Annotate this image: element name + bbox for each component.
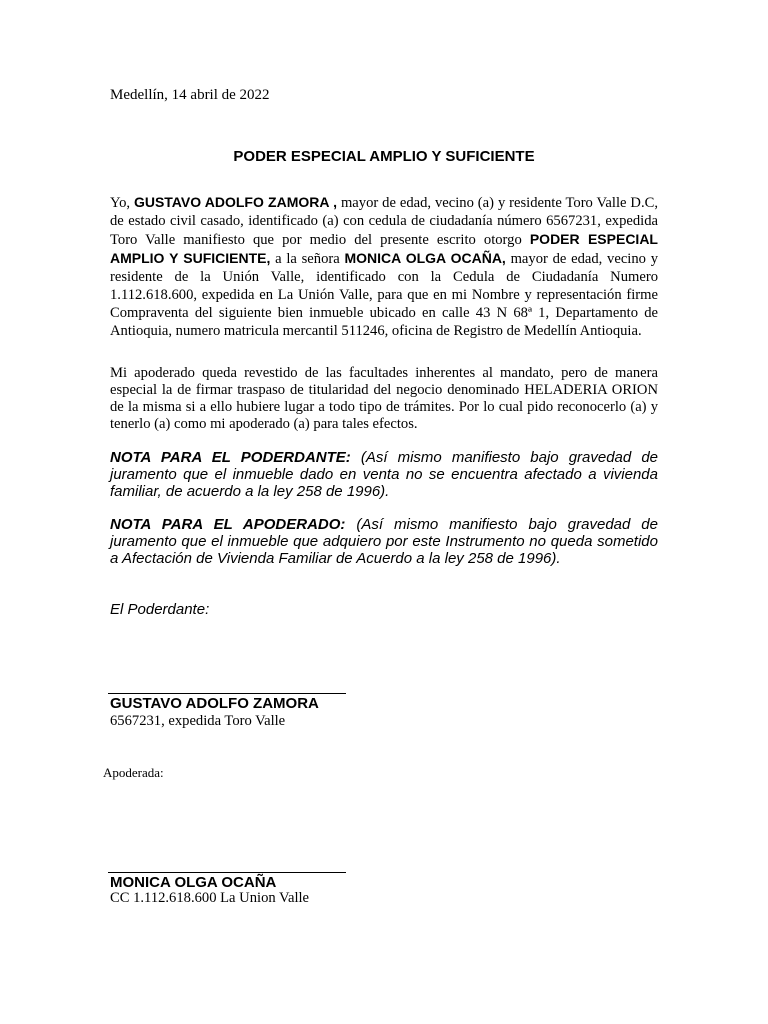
grant-text-3: mayor de edad, vecino y residente de la Unión Valle, identificado con la Cedula de Ciudadanía Numero 1.112.618.600, expedida en La Unión Valle, para que en mi Nombre y representación firme Compraventa del siguiente bien inmueble ubicado en calle 43 N 68ª 1, Departamento de Antioquia, numero matricula mercantil 511246, oficina de Registro de Medellín Antioquia. <box>110 251 658 339</box>
signature-line-poderdante <box>108 693 346 694</box>
grant-text-2: a la señora <box>270 251 345 267</box>
poder-phrase: PODER ESPECIAL AMPLIO Y SUFICIENTE, <box>110 231 658 266</box>
note-apoderado-label: NOTA PARA EL APODERADO: <box>110 516 346 533</box>
note-apoderado-text: (Así mismo manifiesto bajo gravedad de juramento que el inmueble que adquiero por este Instrumento no queda sometido a Afectación de Vivienda Familiar de Acuerdo a la ley 258 de 1996). <box>110 516 658 567</box>
document-title: PODER ESPECIAL AMPLIO Y SUFICIENTE <box>233 148 535 165</box>
note-poderdante-label: NOTA PARA EL PODERDANTE: <box>110 449 351 466</box>
date-line: Medellín, 14 abril de 2022 <box>110 87 270 103</box>
grantee-name: MONICA OLGA OCAÑA, <box>344 250 506 266</box>
signer1-name: GUSTAVO ADOLFO ZAMORA <box>110 695 319 712</box>
poderdante-label: El Poderdante: <box>110 601 210 618</box>
grantor-name: GUSTAVO ADOLFO ZAMORA , <box>133 194 338 210</box>
intro-text: Yo, <box>110 195 134 211</box>
grant-text-1: mayor de edad, vecino (a) y residente Toro Valle D.C, de estado civil casado, identificado (a) con cedula de ciudadanía número 6567231, expedida Toro Valle manifiesto que por medio del presente escrito otorgo <box>110 195 658 248</box>
paragraph-faculties: Mi apoderado queda revestido de las facultades inherentes al mandato, pero de manera especial la de firmar traspaso de titularidad del negocio denominado HELADERIA ORION de la misma si a ello hubiere lugar a todo tipo de trámites. Por lo cual pido reconocerlo (a) y tenerlo (a) como mi apoderado (a) para tales efectos. <box>110 365 658 432</box>
apoderada-label: Apoderada: <box>103 765 164 780</box>
note-apoderado <box>110 516 658 567</box>
note-poderdante <box>110 449 658 500</box>
signature-line-apoderada <box>108 872 346 873</box>
signer1-id: 6567231, expedida Toro Valle <box>110 713 286 729</box>
note-poderdante-text: (Así mismo manifiesto bajo gravedad de juramento que el inmueble dado en venta no se encuentra afectado a vivienda familiar, de acuerdo a la ley 258 de 1996). <box>110 449 659 500</box>
signer2-id: CC 1.112.618.600 La Union Valle <box>110 890 310 906</box>
paragraph-grant <box>110 193 658 340</box>
signer2-name: MONICA OLGA OCAÑA <box>110 874 277 891</box>
